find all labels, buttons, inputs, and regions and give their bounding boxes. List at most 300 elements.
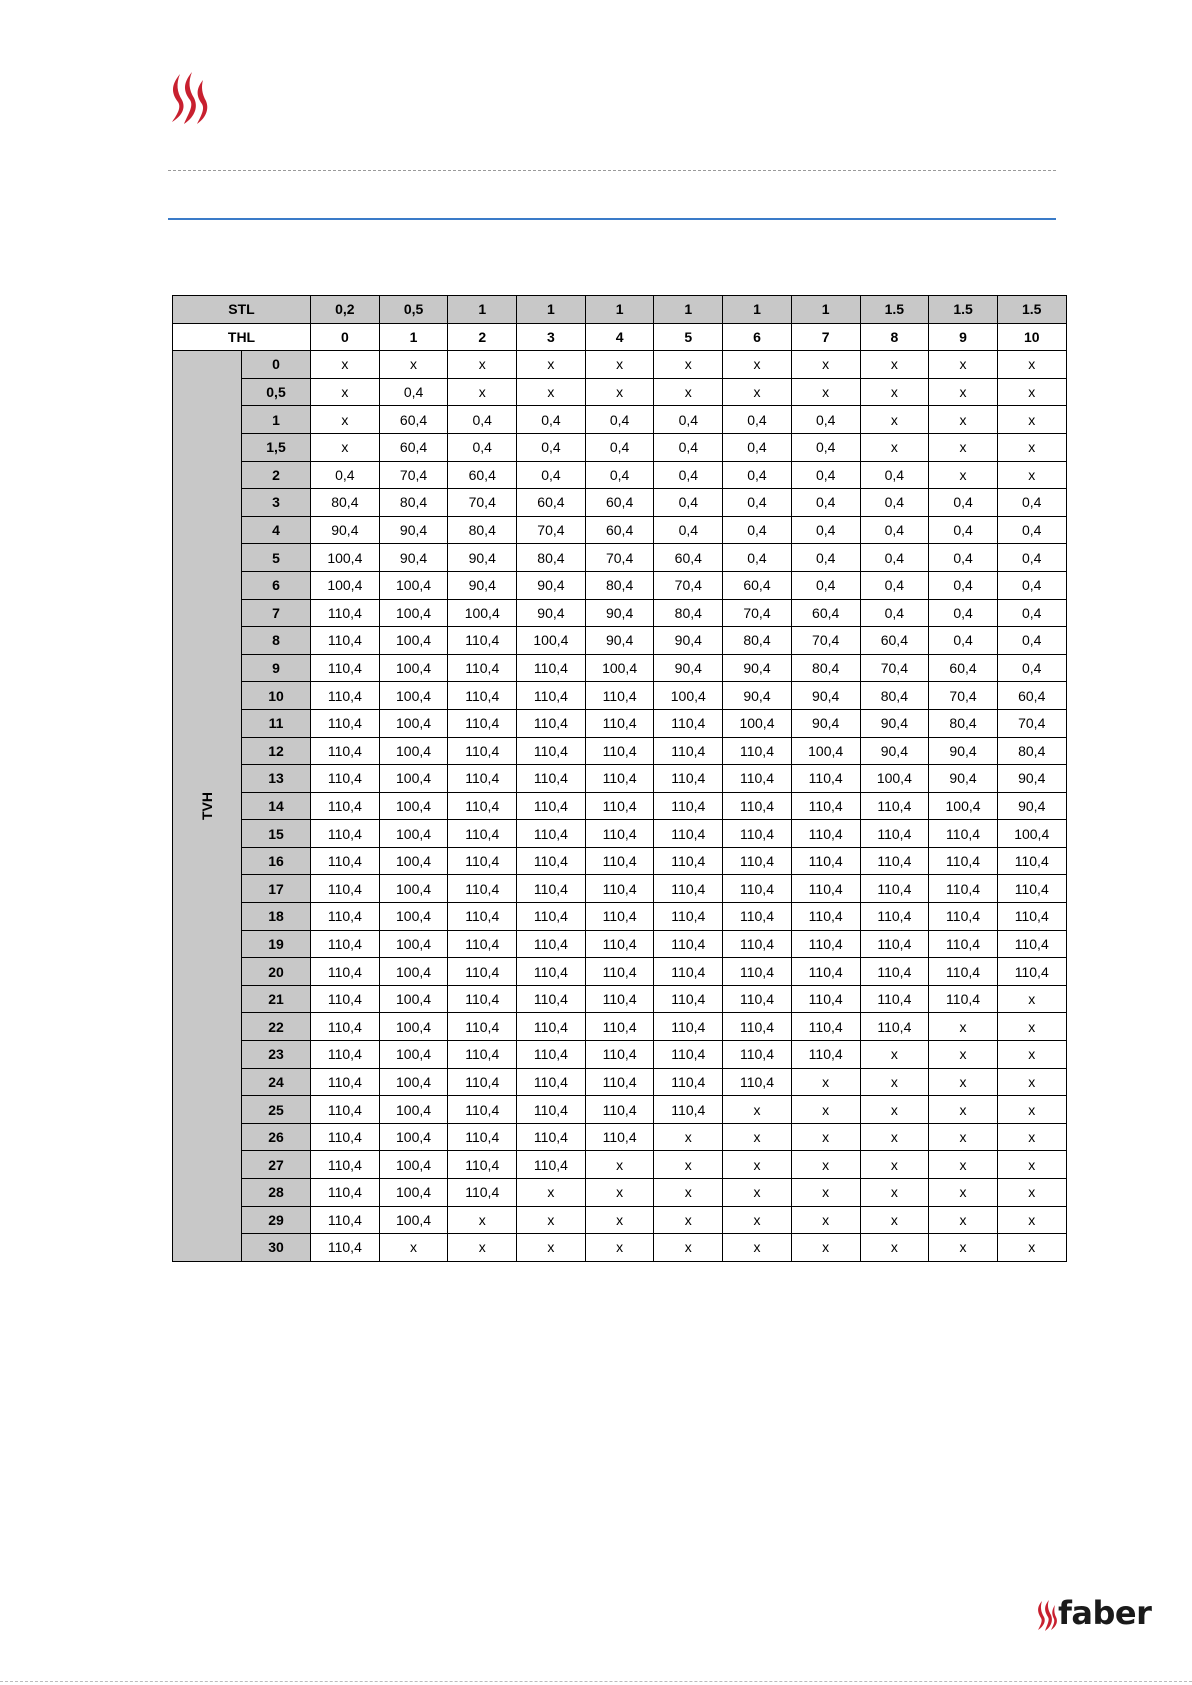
table-cell: 0,4 (860, 489, 929, 517)
table-cell: 100,4 (379, 1041, 448, 1069)
tvh-value: 28 (242, 1179, 311, 1207)
table-cell: 110,4 (311, 765, 380, 793)
table-cell: x (791, 1151, 860, 1179)
table-cell: x (585, 1179, 654, 1207)
table-cell: 110,4 (448, 875, 517, 903)
table-row (173, 489, 1067, 517)
table-cell: 110,4 (585, 1096, 654, 1124)
table-cell: 110,4 (929, 985, 998, 1013)
table-row (173, 461, 1067, 489)
table-cell: 0,4 (929, 516, 998, 544)
table-cell: x (929, 1151, 998, 1179)
table-cell: 110,4 (448, 903, 517, 931)
table-cell: 70,4 (723, 599, 792, 627)
table-row (173, 599, 1067, 627)
table-cell: 0,4 (929, 627, 998, 655)
table-cell: 60,4 (379, 406, 448, 434)
table-cell: x (860, 351, 929, 379)
table-cell: x (997, 406, 1066, 434)
table-cell: 110,4 (723, 847, 792, 875)
table-row (173, 1151, 1067, 1179)
table-cell: 0,4 (791, 571, 860, 599)
table-cell: 90,4 (929, 765, 998, 793)
table-cell: x (791, 1206, 860, 1234)
table-cell: x (654, 1151, 723, 1179)
table-cell: x (997, 433, 1066, 461)
tvh-value: 20 (242, 958, 311, 986)
table-row (173, 1068, 1067, 1096)
table-cell: 0,4 (791, 544, 860, 572)
table-cell: x (517, 1206, 586, 1234)
table-cell: 110,4 (448, 930, 517, 958)
table-cell: 110,4 (791, 1013, 860, 1041)
header-blue-rule (168, 218, 1056, 220)
table-cell: 110,4 (311, 792, 380, 820)
table-cell: 110,4 (448, 627, 517, 655)
table-row (173, 847, 1067, 875)
table-cell: 110,4 (585, 1068, 654, 1096)
table-cell: x (723, 1206, 792, 1234)
table-cell: 110,4 (448, 847, 517, 875)
table-cell: 110,4 (448, 1013, 517, 1041)
table-cell: 110,4 (311, 847, 380, 875)
table-cell: 0,4 (997, 571, 1066, 599)
table-cell: x (860, 378, 929, 406)
tvh-value: 18 (242, 903, 311, 931)
thl-value: 4 (585, 323, 654, 351)
table-row (173, 958, 1067, 986)
table-row (173, 433, 1067, 461)
table-cell: 60,4 (997, 682, 1066, 710)
table-cell: x (723, 1179, 792, 1207)
table-cell: 70,4 (929, 682, 998, 710)
table-cell: 110,4 (517, 765, 586, 793)
table-cell: 0,4 (997, 516, 1066, 544)
table-cell: 110,4 (311, 1234, 380, 1262)
table-cell: 90,4 (448, 544, 517, 572)
table-cell: 100,4 (723, 709, 792, 737)
table-cell: 110,4 (585, 820, 654, 848)
table-cell: x (448, 1234, 517, 1262)
table-cell: 90,4 (654, 627, 723, 655)
tvh-value: 1,5 (242, 433, 311, 461)
table-cell: 90,4 (791, 709, 860, 737)
table-cell: 110,4 (517, 930, 586, 958)
table-cell: 110,4 (791, 765, 860, 793)
table-cell: 80,4 (379, 489, 448, 517)
table-row (173, 875, 1067, 903)
table-cell: x (723, 1123, 792, 1151)
table-cell: 110,4 (517, 958, 586, 986)
table-cell: x (929, 461, 998, 489)
table-cell: 100,4 (379, 792, 448, 820)
table-cell: x (997, 1041, 1066, 1069)
table-row (173, 544, 1067, 572)
table-row (173, 1123, 1067, 1151)
table-cell: 90,4 (311, 516, 380, 544)
table-cell: 110,4 (860, 875, 929, 903)
table-cell: 110,4 (517, 792, 586, 820)
table-cell: x (997, 461, 1066, 489)
table-cell: x (311, 433, 380, 461)
table-row (173, 1041, 1067, 1069)
table-row (173, 682, 1067, 710)
table-cell: 110,4 (311, 1123, 380, 1151)
table-cell: x (654, 378, 723, 406)
tvh-value: 0 (242, 351, 311, 379)
table-cell: 110,4 (791, 985, 860, 1013)
table-cell: x (860, 1234, 929, 1262)
table-cell: 110,4 (723, 1068, 792, 1096)
table-cell: 60,4 (448, 461, 517, 489)
table-cell: 0,4 (997, 654, 1066, 682)
stl-value: 0,2 (311, 296, 380, 324)
thl-value: 2 (448, 323, 517, 351)
table-cell: 110,4 (448, 1068, 517, 1096)
thl-value: 6 (723, 323, 792, 351)
thl-value: 3 (517, 323, 586, 351)
table-cell: 80,4 (997, 737, 1066, 765)
table-cell: 100,4 (379, 1151, 448, 1179)
table-cell: 90,4 (860, 709, 929, 737)
table-cell: 90,4 (585, 599, 654, 627)
thl-value: 7 (791, 323, 860, 351)
table-cell: 100,4 (379, 737, 448, 765)
table-cell: 80,4 (791, 654, 860, 682)
table-cell: 110,4 (448, 1179, 517, 1207)
table-cell: 60,4 (860, 627, 929, 655)
table-cell: x (585, 1206, 654, 1234)
table-cell: 110,4 (723, 1041, 792, 1069)
stl-value: 1 (791, 296, 860, 324)
tvh-value: 3 (242, 489, 311, 517)
table-cell: 110,4 (723, 792, 792, 820)
table-cell: 110,4 (723, 820, 792, 848)
table-cell: 100,4 (379, 765, 448, 793)
table-cell: 110,4 (654, 903, 723, 931)
table-cell: 110,4 (585, 1123, 654, 1151)
table-cell: x (997, 1234, 1066, 1262)
table-cell: x (654, 1179, 723, 1207)
table-cell: 0,4 (379, 378, 448, 406)
table-cell: 110,4 (723, 985, 792, 1013)
table-cell: 0,4 (860, 599, 929, 627)
table-cell: 60,4 (723, 571, 792, 599)
table-cell: 110,4 (654, 985, 723, 1013)
table-cell: 110,4 (311, 958, 380, 986)
table-cell: 100,4 (997, 820, 1066, 848)
stl-value: 1 (585, 296, 654, 324)
table-cell: 110,4 (517, 1151, 586, 1179)
table-cell: 110,4 (860, 958, 929, 986)
table-cell: x (791, 1179, 860, 1207)
stl-value: 1.5 (860, 296, 929, 324)
table-cell: 0,4 (517, 433, 586, 461)
table-cell: 110,4 (517, 682, 586, 710)
table-cell: 110,4 (791, 958, 860, 986)
table-cell: x (929, 1179, 998, 1207)
table-cell: 110,4 (311, 1179, 380, 1207)
tvh-value: 13 (242, 765, 311, 793)
table-cell: 100,4 (379, 930, 448, 958)
table-cell: x (654, 351, 723, 379)
table-cell: x (791, 378, 860, 406)
table-cell: 0,4 (723, 433, 792, 461)
table-cell: 110,4 (585, 792, 654, 820)
table-cell: 0,4 (585, 433, 654, 461)
thl-label: THL (173, 323, 311, 351)
table-cell: 110,4 (791, 820, 860, 848)
table-row (173, 571, 1067, 599)
tvh-value: 26 (242, 1123, 311, 1151)
table-cell: 110,4 (585, 930, 654, 958)
table-cell: 110,4 (654, 765, 723, 793)
table-cell: 100,4 (379, 1096, 448, 1124)
tvh-value: 8 (242, 627, 311, 655)
table-cell: 0,4 (654, 516, 723, 544)
table-cell: 110,4 (654, 875, 723, 903)
table-cell: 110,4 (311, 627, 380, 655)
table-row (173, 792, 1067, 820)
table-cell: x (929, 433, 998, 461)
table-cell: 0,4 (860, 544, 929, 572)
table-cell: x (517, 1179, 586, 1207)
tvh-value: 19 (242, 930, 311, 958)
table-row (173, 820, 1067, 848)
table-cell: 100,4 (654, 682, 723, 710)
table-cell: 90,4 (997, 792, 1066, 820)
table-cell: 110,4 (929, 958, 998, 986)
table-cell: 80,4 (723, 627, 792, 655)
table-cell: 110,4 (585, 1013, 654, 1041)
table-cell: x (448, 351, 517, 379)
table-cell: 0,4 (791, 461, 860, 489)
table-cell: 110,4 (448, 1151, 517, 1179)
table-cell: 0,4 (860, 571, 929, 599)
tvh-label-cell (173, 351, 242, 1262)
table-cell: 110,4 (517, 709, 586, 737)
tvh-value: 2 (242, 461, 311, 489)
table-cell: 110,4 (448, 737, 517, 765)
table-cell: 100,4 (379, 1068, 448, 1096)
table-cell: x (311, 406, 380, 434)
table-cell: 110,4 (654, 709, 723, 737)
table-cell: 110,4 (517, 1041, 586, 1069)
table-cell: 70,4 (517, 516, 586, 544)
table-cell: 0,4 (791, 516, 860, 544)
stl-value: 1 (723, 296, 792, 324)
table-cell: 110,4 (517, 847, 586, 875)
table-cell: x (997, 1206, 1066, 1234)
table-row (173, 1013, 1067, 1041)
table-cell: 100,4 (860, 765, 929, 793)
table-row (173, 985, 1067, 1013)
table-cell: x (929, 1013, 998, 1041)
table-cell: x (929, 1068, 998, 1096)
tvh-value: 25 (242, 1096, 311, 1124)
tvh-value: 1 (242, 406, 311, 434)
table-cell: x (860, 1123, 929, 1151)
table-cell: 110,4 (860, 1013, 929, 1041)
table-cell: 110,4 (585, 682, 654, 710)
table-body (173, 351, 1067, 1262)
table-cell: 110,4 (860, 903, 929, 931)
table-cell: 110,4 (311, 1206, 380, 1234)
table-cell: 110,4 (929, 847, 998, 875)
table-cell: 110,4 (654, 958, 723, 986)
table-cell: 110,4 (723, 1013, 792, 1041)
header-dotted-rule (168, 170, 1056, 171)
table-cell: 0,4 (517, 461, 586, 489)
table-cell: 80,4 (517, 544, 586, 572)
tvh-value: 15 (242, 820, 311, 848)
table-row (173, 765, 1067, 793)
table-cell: x (860, 1096, 929, 1124)
table-cell: 110,4 (723, 765, 792, 793)
table-cell: 90,4 (929, 737, 998, 765)
table-cell: x (585, 378, 654, 406)
tvh-value: 14 (242, 792, 311, 820)
table-cell: 110,4 (723, 875, 792, 903)
table-cell: 110,4 (448, 958, 517, 986)
table-cell: 110,4 (311, 709, 380, 737)
table-cell: 110,4 (791, 847, 860, 875)
table-cell: 110,4 (860, 930, 929, 958)
table-cell: x (997, 985, 1066, 1013)
table-cell: 110,4 (723, 737, 792, 765)
table-cell: 100,4 (379, 820, 448, 848)
table-cell: 0,4 (311, 461, 380, 489)
table-cell: 80,4 (448, 516, 517, 544)
table-cell: 110,4 (448, 682, 517, 710)
table-cell: 110,4 (997, 903, 1066, 931)
table-cell: 110,4 (517, 1123, 586, 1151)
table-cell: x (723, 1151, 792, 1179)
table-cell: x (929, 351, 998, 379)
table-cell: x (860, 433, 929, 461)
table-cell: 100,4 (379, 847, 448, 875)
table-cell: x (654, 1206, 723, 1234)
table-cell: 110,4 (585, 1041, 654, 1069)
table-cell: 100,4 (379, 958, 448, 986)
table-cell: 60,4 (379, 433, 448, 461)
brand-logo-bottom (1036, 1594, 1164, 1635)
table-cell: 110,4 (997, 875, 1066, 903)
table-cell: 0,4 (929, 571, 998, 599)
table-cell: x (997, 378, 1066, 406)
table-cell: x (379, 1234, 448, 1262)
table-cell: 110,4 (448, 1096, 517, 1124)
table-cell: 100,4 (311, 571, 380, 599)
stl-value: 1.5 (997, 296, 1066, 324)
table-cell: 90,4 (379, 516, 448, 544)
table-cell: 100,4 (379, 1123, 448, 1151)
table-cell: 80,4 (860, 682, 929, 710)
table-cell: 70,4 (791, 627, 860, 655)
table-cell: 110,4 (585, 958, 654, 986)
table-cell: 110,4 (723, 903, 792, 931)
table-cell: x (517, 378, 586, 406)
table-cell: 0,4 (791, 433, 860, 461)
table-cell: x (791, 1068, 860, 1096)
table-cell: 110,4 (585, 875, 654, 903)
table-row (173, 930, 1067, 958)
thl-value: 8 (860, 323, 929, 351)
stl-header-row (173, 296, 1067, 324)
table-cell: 100,4 (379, 654, 448, 682)
table-cell: 100,4 (379, 599, 448, 627)
thl-value: 5 (654, 323, 723, 351)
tvh-value: 5 (242, 544, 311, 572)
table-cell: 110,4 (311, 654, 380, 682)
table-cell: 110,4 (585, 903, 654, 931)
table-cell: 110,4 (311, 599, 380, 627)
table-cell: 0,4 (654, 406, 723, 434)
table-cell: 0,4 (723, 516, 792, 544)
table-cell: 60,4 (654, 544, 723, 572)
tvh-value: 6 (242, 571, 311, 599)
table-row (173, 1096, 1067, 1124)
stl-value: 1 (654, 296, 723, 324)
table-cell: 110,4 (860, 985, 929, 1013)
table-cell: x (929, 1206, 998, 1234)
table-cell: 60,4 (585, 516, 654, 544)
table-row (173, 378, 1067, 406)
tvh-value: 29 (242, 1206, 311, 1234)
table-cell: 100,4 (791, 737, 860, 765)
table-cell: 110,4 (929, 820, 998, 848)
table-cell: 0,4 (654, 489, 723, 517)
table-row (173, 406, 1067, 434)
table-cell: 110,4 (929, 875, 998, 903)
table-cell: 90,4 (997, 765, 1066, 793)
flame-icon (1036, 1599, 1058, 1633)
table-cell: 0,4 (997, 544, 1066, 572)
table-cell: 110,4 (723, 958, 792, 986)
table-cell: x (379, 351, 448, 379)
table-cell: 110,4 (311, 985, 380, 1013)
stl-label: STL (173, 296, 311, 324)
table-cell: 110,4 (448, 1123, 517, 1151)
table-cell: 110,4 (311, 903, 380, 931)
table-cell: x (929, 1041, 998, 1069)
table-cell: 0,4 (791, 489, 860, 517)
table-cell: 110,4 (723, 930, 792, 958)
table-cell: x (448, 378, 517, 406)
table-cell: x (585, 1151, 654, 1179)
table-cell: 100,4 (379, 627, 448, 655)
table-cell: x (585, 351, 654, 379)
thl-value: 10 (997, 323, 1066, 351)
table-cell: 0,4 (723, 489, 792, 517)
table-cell: x (654, 1123, 723, 1151)
table-cell: 110,4 (311, 737, 380, 765)
table-cell: 110,4 (997, 930, 1066, 958)
table-cell: 90,4 (723, 654, 792, 682)
table-cell: 80,4 (585, 571, 654, 599)
table-cell: 0,4 (723, 406, 792, 434)
table-cell: x (997, 1013, 1066, 1041)
table-cell: x (929, 378, 998, 406)
table-cell: 70,4 (997, 709, 1066, 737)
table-cell: x (860, 1206, 929, 1234)
table-cell: 110,4 (448, 1041, 517, 1069)
table-cell: 110,4 (448, 654, 517, 682)
table-cell: 110,4 (448, 985, 517, 1013)
table-row (173, 1206, 1067, 1234)
table-cell: 110,4 (654, 1013, 723, 1041)
table-cell: 110,4 (791, 792, 860, 820)
